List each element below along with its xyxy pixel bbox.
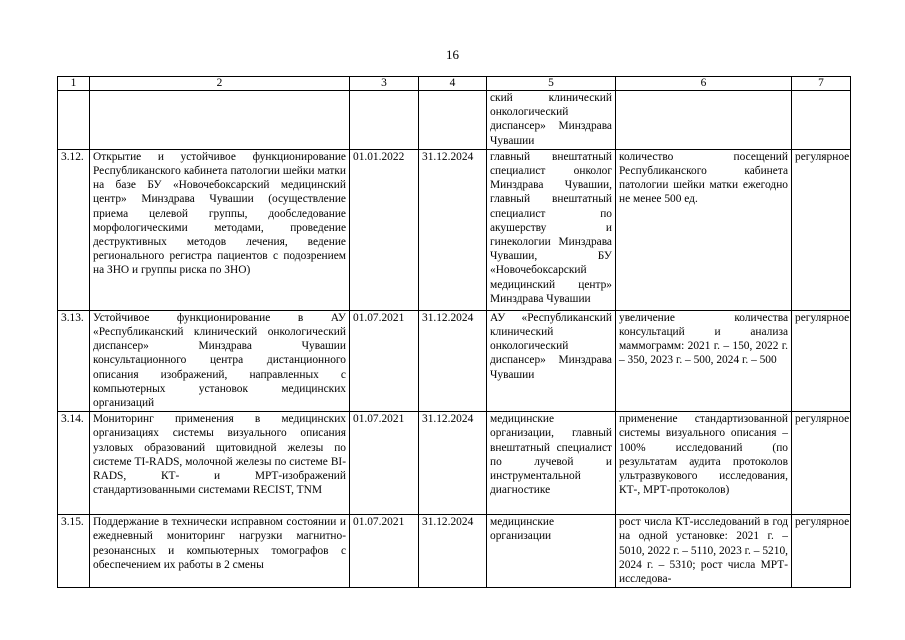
column-header: 5 (487, 77, 616, 91)
table-row (58, 310, 851, 411)
table-header (58, 77, 851, 91)
end-date-cell (419, 91, 487, 150)
periodicity-cell (792, 91, 851, 150)
page-number: 16 (446, 47, 459, 62)
measure-cell: Мониторинг применения в медицинских организациях системы визуального описания узловых образований щитовидной железы по системе TI-RADS, молочной железы по системе BI-RADS, КТ- и МРТ-изображений стандартизованными системами RECIST, TNM (90, 412, 350, 515)
header-row (58, 77, 851, 91)
periodicity-cell: регулярное (792, 310, 851, 411)
start-date-cell (350, 91, 419, 150)
end-date-cell: 31.12.2024 (419, 149, 487, 310)
column-header: 7 (792, 77, 851, 91)
start-date-cell: 01.01.2022 (350, 149, 419, 310)
start-date-cell: 01.07.2021 (350, 515, 419, 588)
table-row (58, 91, 851, 150)
column-header: 6 (616, 77, 792, 91)
row-number: 3.14. (58, 412, 90, 515)
result-cell: увеличение количества консультаций и анализа маммограмм: 2021 г. – 150, 2022 г. – 350, 2023 г. – 500, 2024 г. – 500 (616, 310, 792, 411)
row-number: 3.12. (58, 149, 90, 310)
result-cell: применение стандартизованной системы визуального описания – 100% исследований (по результатам аудита протоколов ультразвукового исследования, КТ-, МРТ-протоколов) (616, 412, 792, 515)
responsible-cell: АУ «Республиканский клинический онкологический диспансер» Минздрава Чувашии (487, 310, 616, 411)
responsible-cell: медицинские организации (487, 515, 616, 588)
responsible-cell: медицинские организации, главный внештатный специалист по лучевой и инструментальной диагностике (487, 412, 616, 515)
column-header: 1 (58, 77, 90, 91)
result-cell: рост числа КТ-исследований в год на одной установке: 2021 г. – 5010, 2022 г. – 5110, 2023 г. – 5210, 2024 г. – 5310; рост числа МРТ-исследова- (616, 515, 792, 588)
table-row (58, 412, 851, 515)
row-number: 3.15. (58, 515, 90, 588)
measures-table (57, 76, 851, 588)
periodicity-cell: регулярное (792, 515, 851, 588)
result-cell (616, 91, 792, 150)
measure-cell: Поддержание в технически исправном состоянии и ежедневный мониторинг нагрузки магнитно-резонансных и компьютерных томографов с обеспечением их работы в 2 смены (90, 515, 350, 588)
result-cell: количество посещений Республиканского кабинета патологии шейки матки ежегодно не менее 500 ед. (616, 149, 792, 310)
row-number: 3.13. (58, 310, 90, 411)
start-date-cell: 01.07.2021 (350, 310, 419, 411)
table-row (58, 515, 851, 588)
end-date-cell: 31.12.2024 (419, 515, 487, 588)
column-header: 2 (90, 77, 350, 91)
end-date-cell: 31.12.2024 (419, 412, 487, 515)
responsible-cell: ский клинический онкологический диспансер» Минздрава Чувашии (487, 91, 616, 150)
measure-cell: Открытие и устойчивое функционирование Республиканского кабинета патологии шейки матки на базе БУ «Новочебоксарский медицинский центр» Минздрава Чувашии (осуществление приема целевой группы, дообследование морфологическими методами, проведение деструктивных методов лечения, ведение регионального регистра пациентов с подозрением на ЗНО и группы риска по ЗНО) (90, 149, 350, 310)
column-header: 4 (419, 77, 487, 91)
measure-cell: Устойчивое функционирование в АУ «Республиканский клинический онкологический диспансер» Минздрава Чувашии консультационного центра дистанционного описания изображений, направленных с компьютерных установок медицинских организаций (90, 310, 350, 411)
periodicity-cell: регулярное (792, 412, 851, 515)
end-date-cell: 31.12.2024 (419, 310, 487, 411)
measure-cell (90, 91, 350, 150)
periodicity-cell: регулярное (792, 149, 851, 310)
row-number (58, 91, 90, 150)
column-header: 3 (350, 77, 419, 91)
start-date-cell: 01.07.2021 (350, 412, 419, 515)
table-row (58, 149, 851, 310)
responsible-cell: главный внештатный специалист онколог Минздрава Чувашии, главный внештатный специалист по акушерству и гинекологии Минздрава Чувашии, БУ «Новочебоксарский медицинский центр» Минздрава Чувашии (487, 149, 616, 310)
